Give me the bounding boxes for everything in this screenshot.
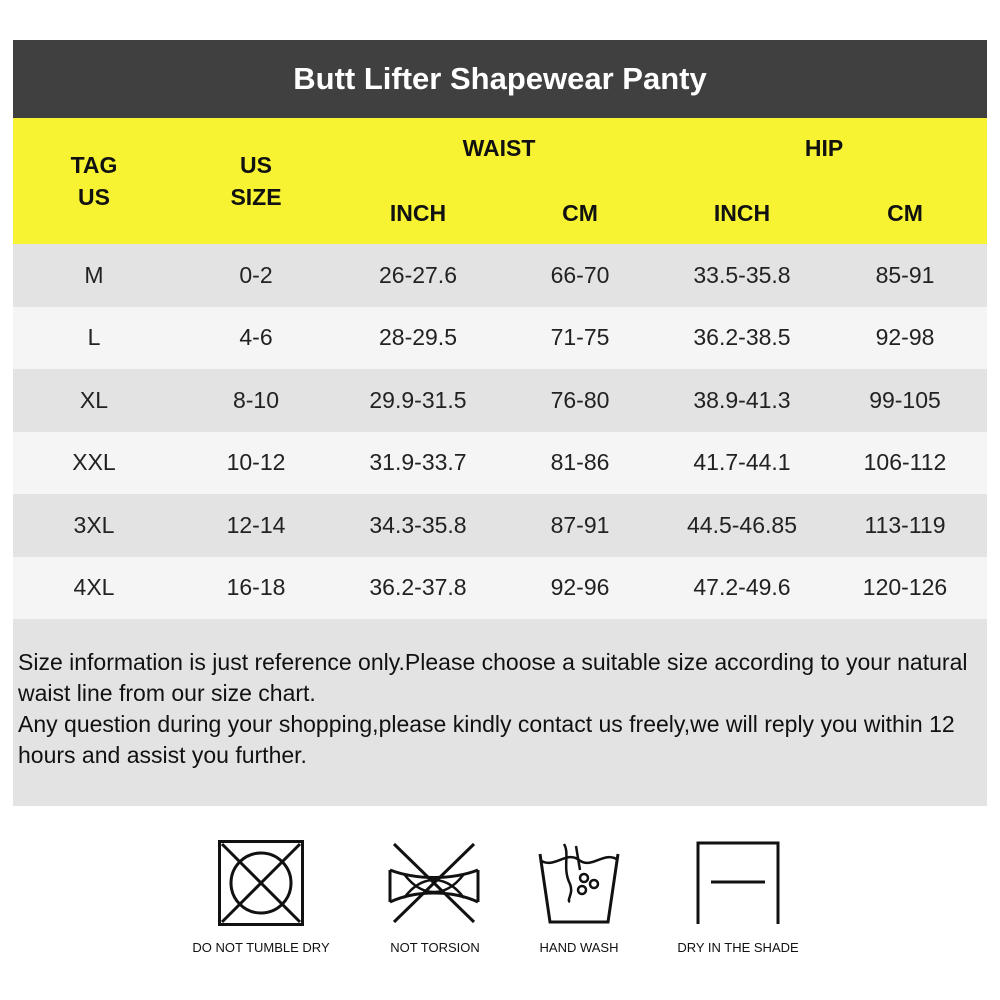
table-cell: 33.5-35.8 — [693, 261, 791, 288]
hand-wash-label: HAND WASH — [539, 940, 619, 955]
table-cell: 3XL — [73, 511, 115, 538]
table-cell: 10-12 — [226, 449, 286, 476]
header-tag-us-line1: TAG — [70, 152, 118, 178]
header-waist-cm: CM — [562, 200, 598, 226]
dry-in-shade-label: DRY IN THE SHADE — [677, 940, 799, 955]
table-cell: 36.2-37.8 — [369, 574, 467, 601]
table-cell: 4XL — [73, 574, 115, 601]
table-cell: 28-29.5 — [378, 324, 457, 351]
table-cell: 113-119 — [864, 511, 946, 538]
table-row — [13, 307, 987, 370]
header-us-size-line2: SIZE — [230, 184, 282, 210]
table-header — [13, 118, 987, 244]
header-tag-us — [13, 149, 175, 213]
table-cell: 8-10 — [232, 386, 280, 413]
table-row — [13, 244, 987, 307]
size-notes — [13, 619, 987, 806]
size-table-body — [13, 244, 987, 619]
table-cell: 0-2 — [239, 261, 273, 288]
table-cell: L — [87, 324, 101, 351]
header-waist-inch: INCH — [389, 200, 447, 226]
table-cell: XL — [79, 386, 109, 413]
table-cell: 92-96 — [550, 574, 610, 601]
table-cell: 4-6 — [239, 324, 273, 351]
no-tumble-dry-icon — [218, 840, 304, 926]
header-tag-us-line2: US — [78, 184, 110, 210]
table-cell: 36.2-38.5 — [693, 324, 791, 351]
table-cell: 92-98 — [875, 324, 935, 351]
table-cell: 120-126 — [862, 574, 948, 601]
table-row — [13, 369, 987, 432]
table-cell: 34.3-35.8 — [369, 511, 467, 538]
table-cell: 26-27.6 — [378, 261, 457, 288]
table-cell: 76-80 — [550, 386, 610, 413]
table-cell: 47.2-49.6 — [693, 574, 791, 601]
header-hip-inch: INCH — [713, 200, 771, 226]
no-tumble-dry-label: DO NOT TUMBLE DRY — [192, 940, 330, 955]
header-hip-cm: CM — [887, 200, 923, 226]
no-wring-label: NOT TORSION — [390, 940, 480, 955]
header-us-size-line1: US — [240, 152, 272, 178]
header-waist: WAIST — [462, 135, 536, 161]
no-wring-icon — [386, 840, 482, 926]
dry-in-shade-icon — [695, 840, 781, 926]
table-cell: 16-18 — [226, 574, 286, 601]
table-cell: M — [84, 261, 104, 288]
chart-title: Butt Lifter Shapewear Panty — [13, 40, 987, 118]
table-cell: 38.9-41.3 — [693, 386, 791, 413]
table-cell: 44.5-46.85 — [687, 511, 797, 538]
table-row — [13, 557, 987, 620]
table-cell: 81-86 — [550, 449, 610, 476]
table-cell: 29.9-31.5 — [369, 386, 467, 413]
table-cell: 31.9-33.7 — [369, 449, 467, 476]
header-hip: HIP — [804, 135, 844, 161]
table-cell: 106-112 — [863, 449, 947, 476]
table-cell: 85-91 — [875, 261, 935, 288]
table-row — [13, 432, 987, 495]
header-us-size — [175, 149, 337, 213]
table-cell: 99-105 — [869, 386, 941, 413]
note-size-reference: Size information is just reference only.Please choose a suitable size according to your natural waist line from our size chart. — [18, 649, 968, 706]
table-cell: 12-14 — [226, 511, 286, 538]
table-row — [13, 494, 987, 557]
table-cell: 71-75 — [550, 324, 610, 351]
table-cell: 41.7-44.1 — [693, 449, 791, 476]
hand-wash-icon — [536, 840, 622, 926]
table-cell: 87-91 — [550, 511, 610, 538]
table-cell: XXL — [72, 449, 116, 476]
note-contact: Any question during your shopping,please kindly contact us freely,we will reply you within 12 hours and assist you further. — [18, 711, 955, 768]
table-cell: 66-70 — [550, 261, 610, 288]
